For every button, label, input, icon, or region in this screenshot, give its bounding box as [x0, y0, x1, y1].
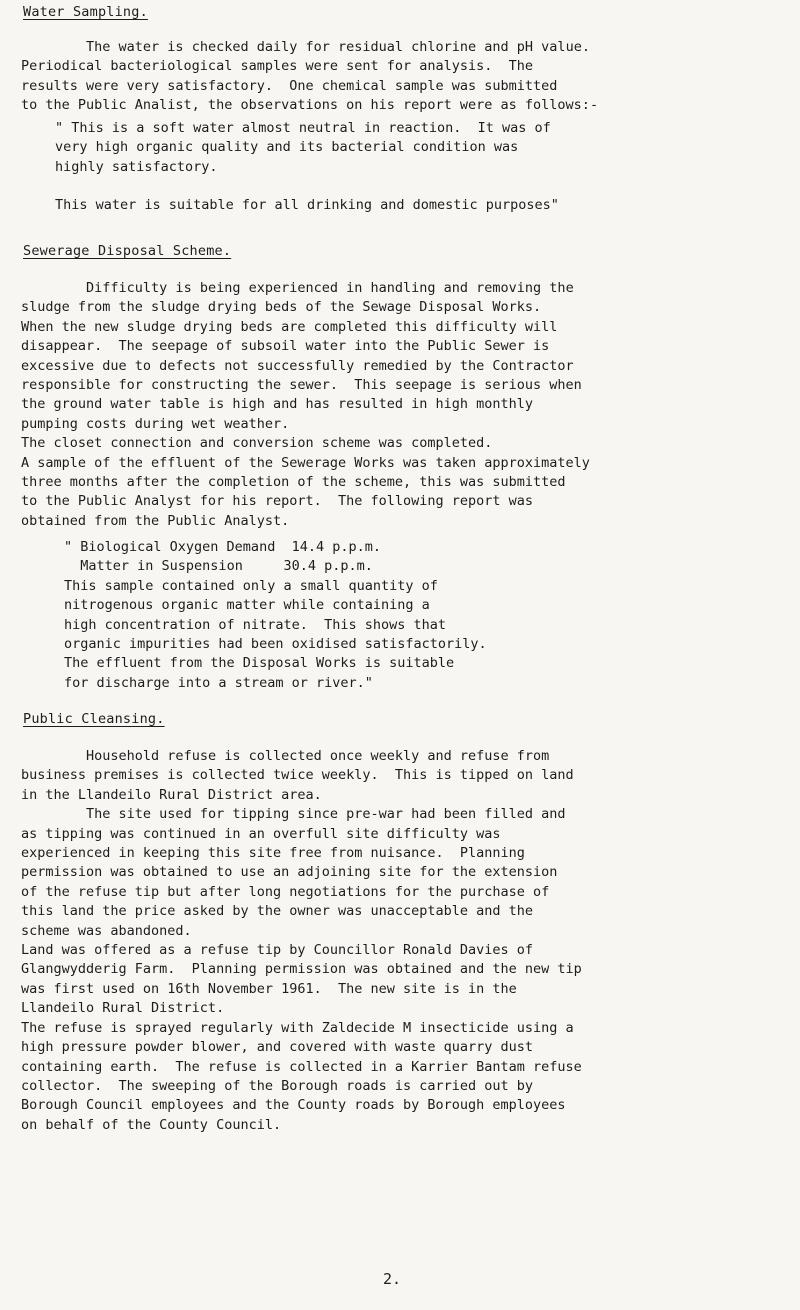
sewerage-analyst-quote: " Biological Oxygen Demand 14.4 p.p.m. Matter in Suspension 30.4 p.p.m. This sample contained only a small quantity of nitrogenous organic matter while containing a high concentration of nitrate. This shows that organic impurities had been oxidised satisfactorily. The effluent from the Disposal Works is suitable for discharge into a stream or river.": [64, 539, 487, 691]
water-suitability-quote: This water is suitable for all drinking and domestic purposes": [55, 197, 559, 213]
public-cleansing-paragraph: Household refuse is collected once weekly and refuse from business premises is collected twice weekly. This is tipped on land in the Llandeilo Rural District area. The site used for tipping since pre-war had been filled and as tipping was continued in an overfull site difficulty was experienced in keeping this site free from nuisance. Planning permission was obtained to use an adjoining site for the extension of the refuse tip but after long negotiations for the purchase of this land the price asked by the owner was unacceptable and the scheme was abandoned. Land was offered as a refuse tip by Councillor Ronald Davies of Glangwydderig Farm. Planning permission was obtained and the new tip was first used on 16th November 1961. The new site is in the Llandeilo Rural District. The refuse is sprayed regularly with Zaldecide M insecticide using a high pressure powder blower, and covered with waste quarry dust containing earth. The refuse is collected in a Karrier Bantam refuse collector. The sweeping of the Borough roads is carried out by Borough Council employees and the County roads by Borough employees on behalf of the County Council.: [21, 748, 582, 1133]
water-sampling-paragraph: The water is checked daily for residual chlorine and pH value. Periodical bacteriological samples were sent for analysis. The results were very satisfactory. One chemical sample was submitted to the Public Analist, the observations on his report were as follows:-: [21, 39, 599, 114]
sewerage-paragraph: Difficulty is being experienced in handling and removing the sludge from the sludge drying beds of the Sewage Disposal Works. When the new sludge drying beds are completed this difficulty will disappear. The seepage of subsoil water into the Public Sewer is excessive due to defects not successfully remedied by the Contractor responsible for constructing the sewer. This seepage is serious when the ground water table is high and has resulted in high monthly pumping costs during wet weather. The closet connection and conversion scheme was completed. A sample of the effluent of the Sewerage Works was taken approximately three months after the completion of the scheme, this was submitted to the Public Analyst for his report. The following report was obtained from the Public Analyst.: [21, 280, 590, 529]
water-sampling-heading: Water Sampling.: [23, 4, 148, 20]
page-number: 2.: [383, 1270, 402, 1288]
sewerage-heading: Sewerage Disposal Scheme.: [23, 243, 232, 259]
public-cleansing-heading: Public Cleansing.: [23, 711, 165, 727]
water-analyst-quote: " This is a soft water almost neutral in reaction. It was of very high organic quality and its bacterial condition was highly satisfactory.: [55, 120, 551, 175]
